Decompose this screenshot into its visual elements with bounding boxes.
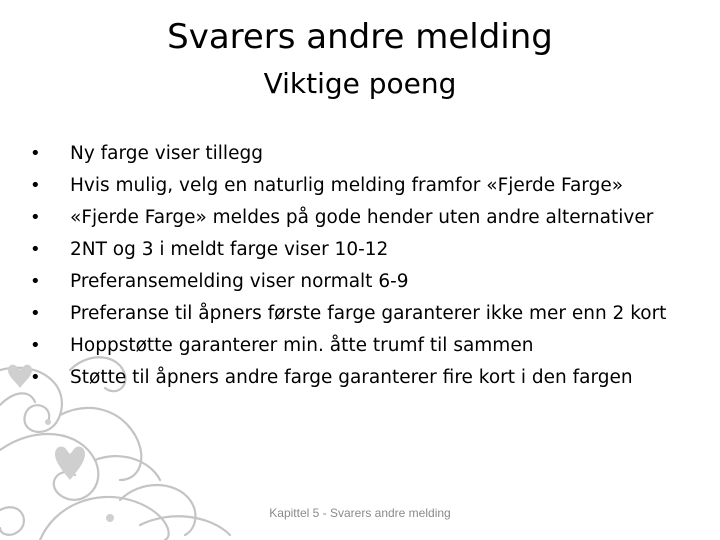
bullet-icon: • <box>30 367 41 388</box>
bullet-item <box>30 234 700 266</box>
bullet-text: Ny farge viser tillegg <box>70 143 263 164</box>
bullet-list <box>30 138 700 394</box>
bullet-icon: • <box>30 143 41 164</box>
bullet-text: Hoppstøtte garanterer min. åtte trumf til sammen <box>70 335 534 356</box>
slide-footer: Kapittel 5 - Svarers andre melding <box>269 506 451 520</box>
bullet-text: «Fjerde Farge» meldes på gode hender uten andre alternativer <box>70 207 654 228</box>
bullet-icon: • <box>30 239 41 260</box>
bullet-icon: • <box>30 335 41 356</box>
bullet-item <box>30 170 700 202</box>
bullet-text: Preferansemelding viser normalt 6-9 <box>70 271 409 292</box>
bullet-text: 2NT og 3 i meldt farge viser 10-12 <box>70 239 389 260</box>
slide-title: Svarers andre melding <box>167 17 553 57</box>
slide-subtitle: Viktige poeng <box>263 67 457 100</box>
bullet-icon: • <box>30 175 41 196</box>
bullet-text: Hvis mulig, velg en naturlig melding framfor «Fjerde Farge» <box>70 175 624 196</box>
bullet-item <box>30 266 700 298</box>
bullet-item <box>30 138 700 170</box>
bullet-item <box>30 202 700 234</box>
bullet-item <box>30 330 700 362</box>
bullet-item <box>30 362 700 394</box>
bullet-item <box>30 298 700 330</box>
bullet-text: Preferanse til åpners første farge garanterer ikke mer enn 2 kort <box>70 303 667 324</box>
bullet-icon: • <box>30 271 41 292</box>
bullet-icon: • <box>30 207 41 228</box>
bullet-text: Støtte til åpners andre farge garanterer fire kort i den fargen <box>70 367 633 388</box>
bullet-icon: • <box>30 303 41 324</box>
